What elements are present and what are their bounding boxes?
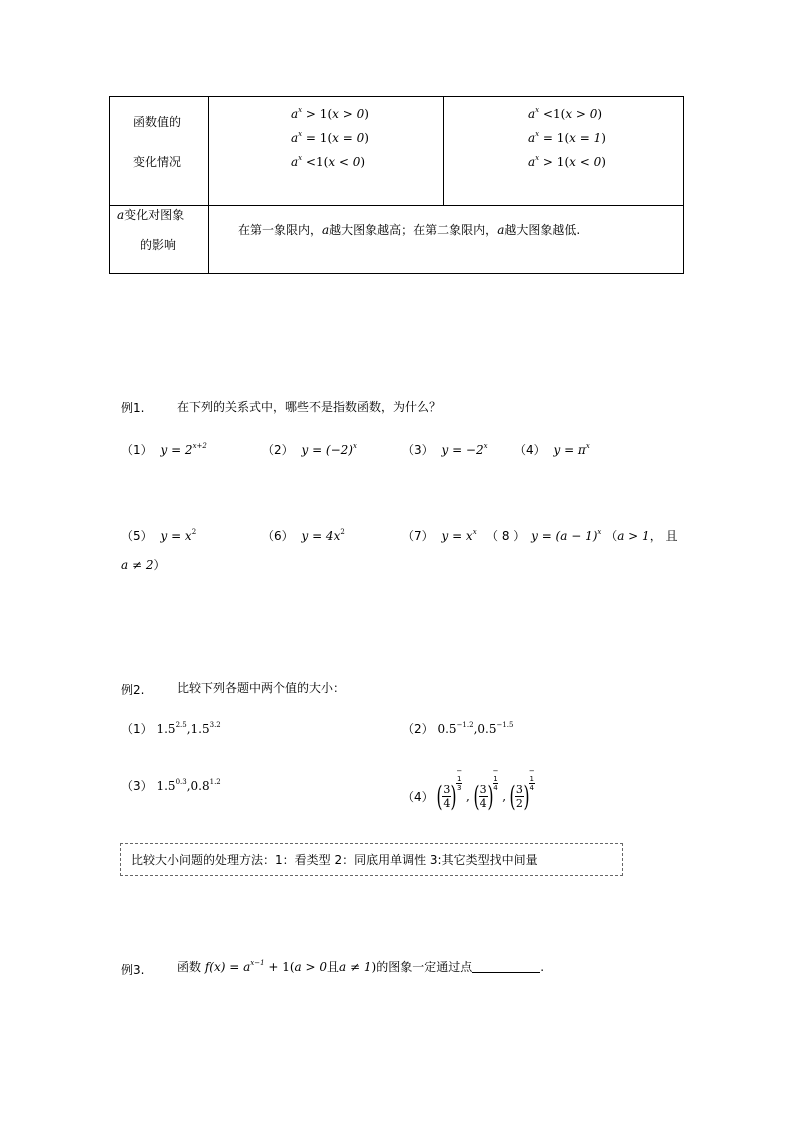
answer-blank[interactable] [472,960,540,973]
row2-label-line1: a变化对图象 [117,208,185,222]
example1-question: 在下列的关系式中，哪些不是指数函数，为什么？ [177,400,442,414]
col2-line2: $a^x = 1(x = 1)$ [528,130,606,145]
col1-line3: $a^x <1(x < 0)$ [291,154,366,169]
table-divider [109,205,684,206]
example1-item-1: （1） $y = 2^{x+2}$ [121,442,207,457]
row1-label-line1: 函数值的 [133,115,182,129]
example2-item-3: （3） $1.5^{0.3},0.8^{1.2}$ [121,778,221,793]
example2-question: 比较下列各题中两个值的大小： [177,681,346,695]
example3-label: 例3. [121,963,145,977]
example1-item-3: （3） $y = -2^x$ [402,442,488,457]
example1-item-6: （6） $y = 4x^2$ [262,528,345,543]
example1-item-4: （4） $y = \pi^x$ [514,442,590,457]
example2-label: 例2. [121,683,145,697]
col2-line3: $a^x > 1(x < 0)$ [528,154,606,169]
frac-group-2: ( $\frac{3}{4}$ )− 1 4 [473,767,499,813]
row2-label-line2: 的影响 [140,238,177,252]
example1-label: 例1. [121,401,145,415]
method-tip-text: 比较大小问题的处理方法：1：看类型 2：同底用单调性 3:其它类型找中间量 [131,853,538,867]
example1-item-7: （7） $y = x^x$ [402,528,477,543]
col2-line1: $a^x <1(x > 0)$ [528,106,603,121]
example1-item-5: （5） $y = x^2$ [121,528,197,543]
table-divider [208,96,209,274]
example2-item-4: （4） ( $\frac{3}{4}$ )− 1 3 , ( $\frac{3}{4}$ )− 1 4 , ( $\frac{3}{2}$ )− 1 4 [402,767,535,813]
example1-item-8: （ 8 ） $y = (a - 1)^x$ （a > 1， 且 [486,528,678,543]
example1-item-2: （2） $y = (-2)^x$ [262,442,357,457]
col1-line2: $a^x = 1(x = 0)$ [291,130,369,145]
row1-label-line2: 变化情况 [133,155,182,169]
col1-line1: $a^x > 1(x > 0)$ [291,106,369,121]
example2-item-1: （1） $1.5^{2.5},1.5^{3.2}$ [121,721,221,736]
example2-item-2: （2） $0.5^{-1.2},0.5^{-1.5}$ [402,721,514,736]
row2-effect-text: 在第一象限内，a越大图象越高；在第二象限内，a越大图象越低. [238,223,581,237]
properties-table [109,96,684,274]
frac-group-1: ( $\frac{3}{4}$ )− 1 3 [436,767,463,813]
example1-item-8-cont: a ≠ 2） [121,558,166,572]
example3-question: 函数 $f(x) = a^{x-1} + 1(a > 0$且a ≠ 1)的图象一定通过点 . [177,959,545,974]
table-divider [443,96,444,205]
frac-group-3: ( $\frac{3}{2}$ )− 1 4 [509,767,535,813]
